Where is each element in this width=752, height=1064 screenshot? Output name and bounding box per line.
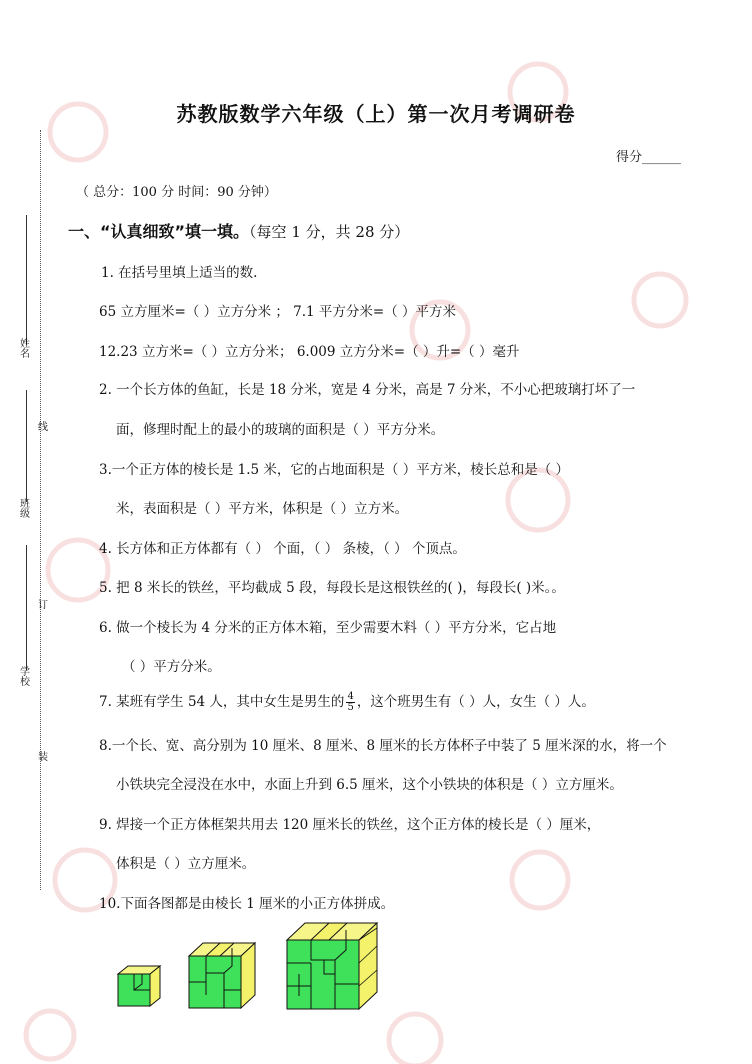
question-8-line-a: 8.一个长、宽、高分别为 10 厘米、8 厘米、8 厘米的长方体杯子中装了 5 厘米深的水，将一个 [99, 738, 667, 754]
binding-dotted-line [40, 130, 41, 890]
cube-figure-large [284, 920, 380, 1012]
school-underline [26, 545, 27, 670]
question-2-line-b: 面，修理时配上的最小的玻璃的面积是（ ）平方分米。 [116, 422, 445, 438]
page-title: 苏教版数学六年级（上）第一次月考调研卷 [176, 102, 576, 126]
side-label-order: 订 [38, 600, 48, 611]
section-title: 一、“认真细致”填一填。 [68, 222, 250, 241]
question-10: 10.下面各图都是由棱长 1 厘米的小正方体拼成。 [99, 896, 395, 912]
score-field: 得分______ [616, 150, 682, 165]
section-heading [68, 219, 409, 242]
side-label-name: 姓名 [20, 339, 30, 360]
side-label-line: 线 [38, 422, 48, 433]
fraction-numerator: 4 [347, 691, 354, 702]
cube-figure-small [114, 962, 164, 1012]
fraction-denominator: 5 [347, 702, 354, 713]
question-5: 5. 把 8 米长的铁丝，平均截成 5 段，每段长是这根铁丝的( )，每段长( )米。。 [99, 580, 565, 596]
question-4: 4. 长方体和正方体都有（ ） 个面，（ ） 条棱，（ ） 个顶点。 [99, 541, 466, 557]
question-8-line-b: 小铁块完全浸没在水中，水面上升到 6.5 厘米，这个小铁块的体积是（ ）立方厘米。 [116, 777, 623, 793]
question-9-line-a: 9. 焊接一个正方体框架共用去 120 厘米长的铁丝，这个正方体的棱长是（ ）厘米， [99, 817, 601, 833]
exam-info: （ 总分：100 分 时间：90 分钟） [76, 185, 277, 200]
side-label-school: 学校 [20, 667, 30, 688]
question-7-before: 7. 某班有学生 54 人，其中女生是男生的 [99, 694, 345, 710]
question-6-line-b: （ ）平方分米。 [122, 659, 221, 675]
question-3-line-a: 3.一个正方体的棱长是 1.5 米，它的占地面积是（ ）平方米，棱长总和是（ ） [99, 462, 570, 478]
question-1: 1. 在括号里填上适当的数. [101, 265, 258, 281]
question-1-line-a: 65 立方厘米=（ ）立方分米 ； 7.1 平方分米=（ ）平方米 [99, 304, 457, 320]
question-1-line-b: 12.23 立方米=（ ）立方分米； 6.009 立方分米=（ ）升=（ ）毫升 [99, 344, 520, 360]
question-9-line-b: 体积是（ ）立方厘米。 [116, 856, 256, 872]
side-label-bind: 装 [38, 752, 48, 763]
question-3-line-b: 米，表面积是（ ）平方米，体积是（ ）立方米。 [116, 501, 409, 517]
question-6-line-a: 6. 做一个棱长为 4 分米的正方体木箱，至少需要木料（ ）平方分米，它占地 [99, 620, 557, 636]
fraction-four-fifths [346, 692, 354, 713]
section-note: （每空 1 分，共 28 分） [249, 223, 410, 241]
cube-figure-medium [186, 940, 258, 1012]
class-underline [26, 390, 27, 502]
question-2-line-a: 2. 一个长方体的鱼缸，长是 18 分米，宽是 4 分米，高是 7 分米，不小心把玻璃打坏了一 [99, 382, 636, 398]
question-7 [99, 690, 595, 713]
side-label-class: 班级 [20, 499, 30, 520]
name-underline [26, 215, 27, 345]
question-7-after: ，这个班男生有（ ）人，女生（ ）人。 [356, 694, 595, 710]
